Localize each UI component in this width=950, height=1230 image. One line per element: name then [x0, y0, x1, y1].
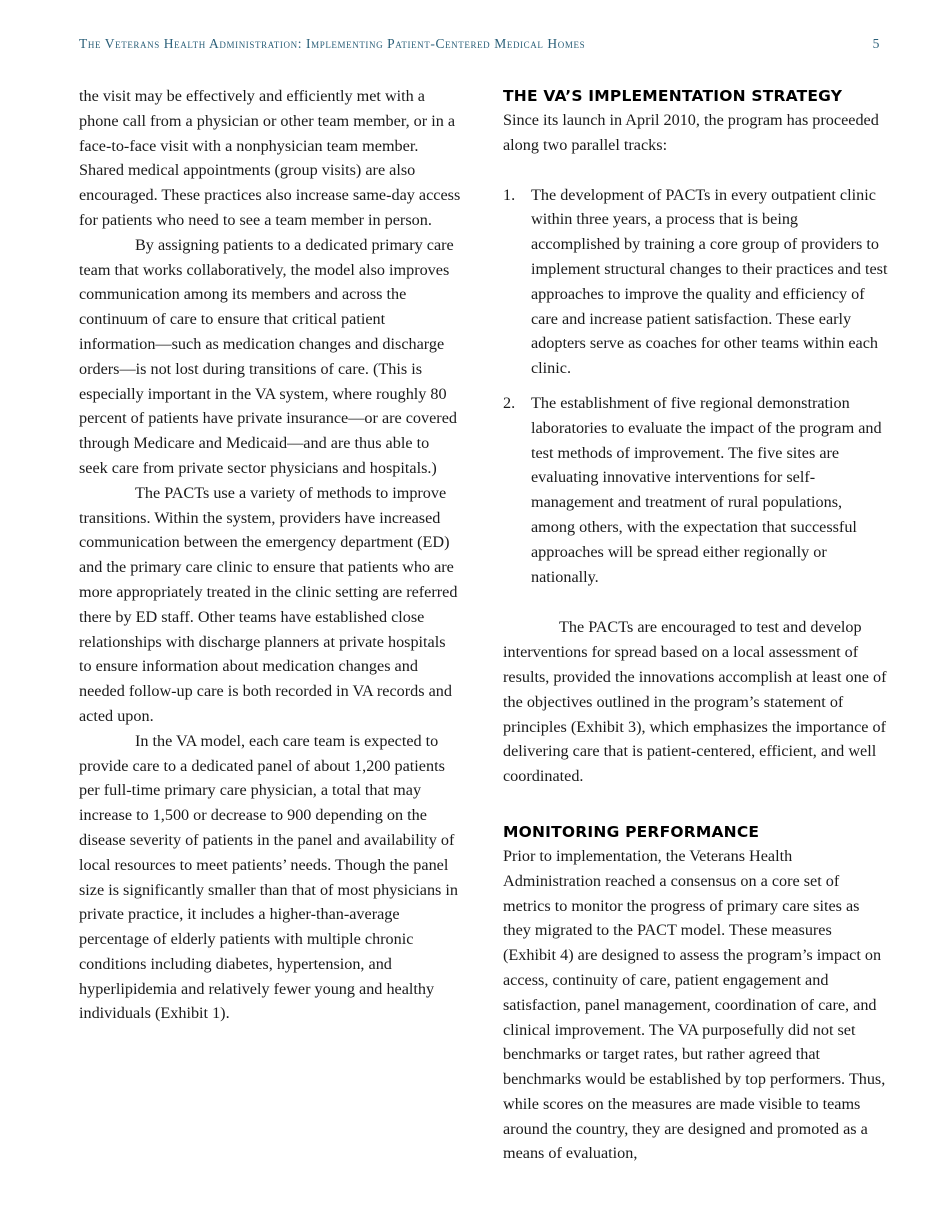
- running-header-title: The Veterans Health Administration: Implementing Patient-Centered Medical Homes: [79, 36, 586, 51]
- section-heading-strategy: THE VA’S IMPLEMENTATION STRATEGY: [503, 87, 843, 105]
- tracks-list: [503, 183, 888, 590]
- list-item-text: The establishment of five regional demonstration laboratories to evaluate the impact of the program and test methods of improvement. The five sites are evaluating innovative interventions for self-management and treatment of rural populations, among others, with the expectation that successful approaches will be spread either regionally or nationally.: [531, 393, 882, 586]
- body-paragraph: The PACTs use a variety of methods to improve transitions. Within the system, providers have increased communication between the emergency department (ED) and the primary care clinic to ensure that patients who are more appropriately treated in the clinic setting are referred there by ED staff. Other teams have established close relationships with discharge planners at private hospitals to ensure information about medication changes and needed follow-up care is both recorded in VA records and acted upon.: [79, 483, 458, 725]
- page-number: 5: [872, 36, 880, 51]
- list-item-number: 1.: [503, 185, 516, 204]
- list-item-number: 2.: [503, 393, 516, 412]
- left-column: [79, 84, 461, 1026]
- monitoring-paragraph: Prior to implementation, the Veterans Health Administration reached a consensus on a core set of metrics to monitor the progress of primary care sites as they migrated to the PACT model. These measures (Exhibit 4) are designed to assess the program’s impact on access, continuity of care, patient engagement and satisfaction, panel management, coordination of care, and clinical improvement. The VA purposefully did not set benchmarks or target rates, but rather agreed that benchmarks would be established by top performers. Thus, while scores on the measures are made visible to teams around the country, they are designed and promoted as a means of evaluation,: [503, 846, 886, 1163]
- body-paragraph: the visit may be effectively and efficiently met with a phone call from a physician or other team member, or in a face-to-face visit with a nonphysician team member. Shared medical appointments (group visits) are also encouraged. These practices also increase same-day access for patients who need to see a team member in person.: [79, 87, 461, 229]
- body-paragraph: By assigning patients to a dedicated primary care team that works collaboratively, the model also improves communication among its members and across the continuum of care to ensure that critical patient information—such as medication changes and discharge orders—is not lost during transitions of care. (This is especially important in the VA system, where roughly 80 percent of patients have private insurance—or are covered through Medicare and Medicaid—and are thus able to seek care from private sector physicians and hospitals.): [79, 235, 457, 477]
- list-item-text: The development of PACTs in every outpatient clinic within three years, a process that is being accomplished by training a core group of providers to implement structural changes to their practices and test approaches to improve the quality and efficiency of care and increase patient satisfaction. These early adopters serve as coaches for other teams within each clinic.: [531, 185, 888, 378]
- list-item: [503, 183, 888, 381]
- strategy-intro: Since its launch in April 2010, the program has proceeded along two parallel tracks:: [503, 111, 879, 154]
- strategy-closing-paragraph: The PACTs are encouraged to test and develop interventions for spread based on a local assessment of results, provided the innovations accomplish at least one of the objectives outlined in the program’s statement of principles (Exhibit 3), which emphasizes the importance of delivering care that is patient-centered, efficient, and well coordinated.: [503, 618, 887, 786]
- right-column: [503, 84, 888, 1166]
- section-heading-monitoring: MONITORING PERFORMANCE: [503, 822, 760, 841]
- body-paragraph: In the VA model, each care team is expected to provide care to a dedicated panel of about 1,200 patients per full-time primary care physician, a total that may increase to 1,500 or decrease to 900 depending on the disease severity of patients in the panel and availability of local resources to meet patients’ needs. Though the panel size is significantly smaller than that of most physicians in private practice, it includes a higher-than-average percentage of elderly patients with multiple chronic conditions including diabetes, hypertension, and hyperlipidemia and relatively fewer young and healthy individuals (Exhibit 1).: [79, 731, 458, 1023]
- list-item: [503, 391, 888, 589]
- running-header: [79, 36, 880, 54]
